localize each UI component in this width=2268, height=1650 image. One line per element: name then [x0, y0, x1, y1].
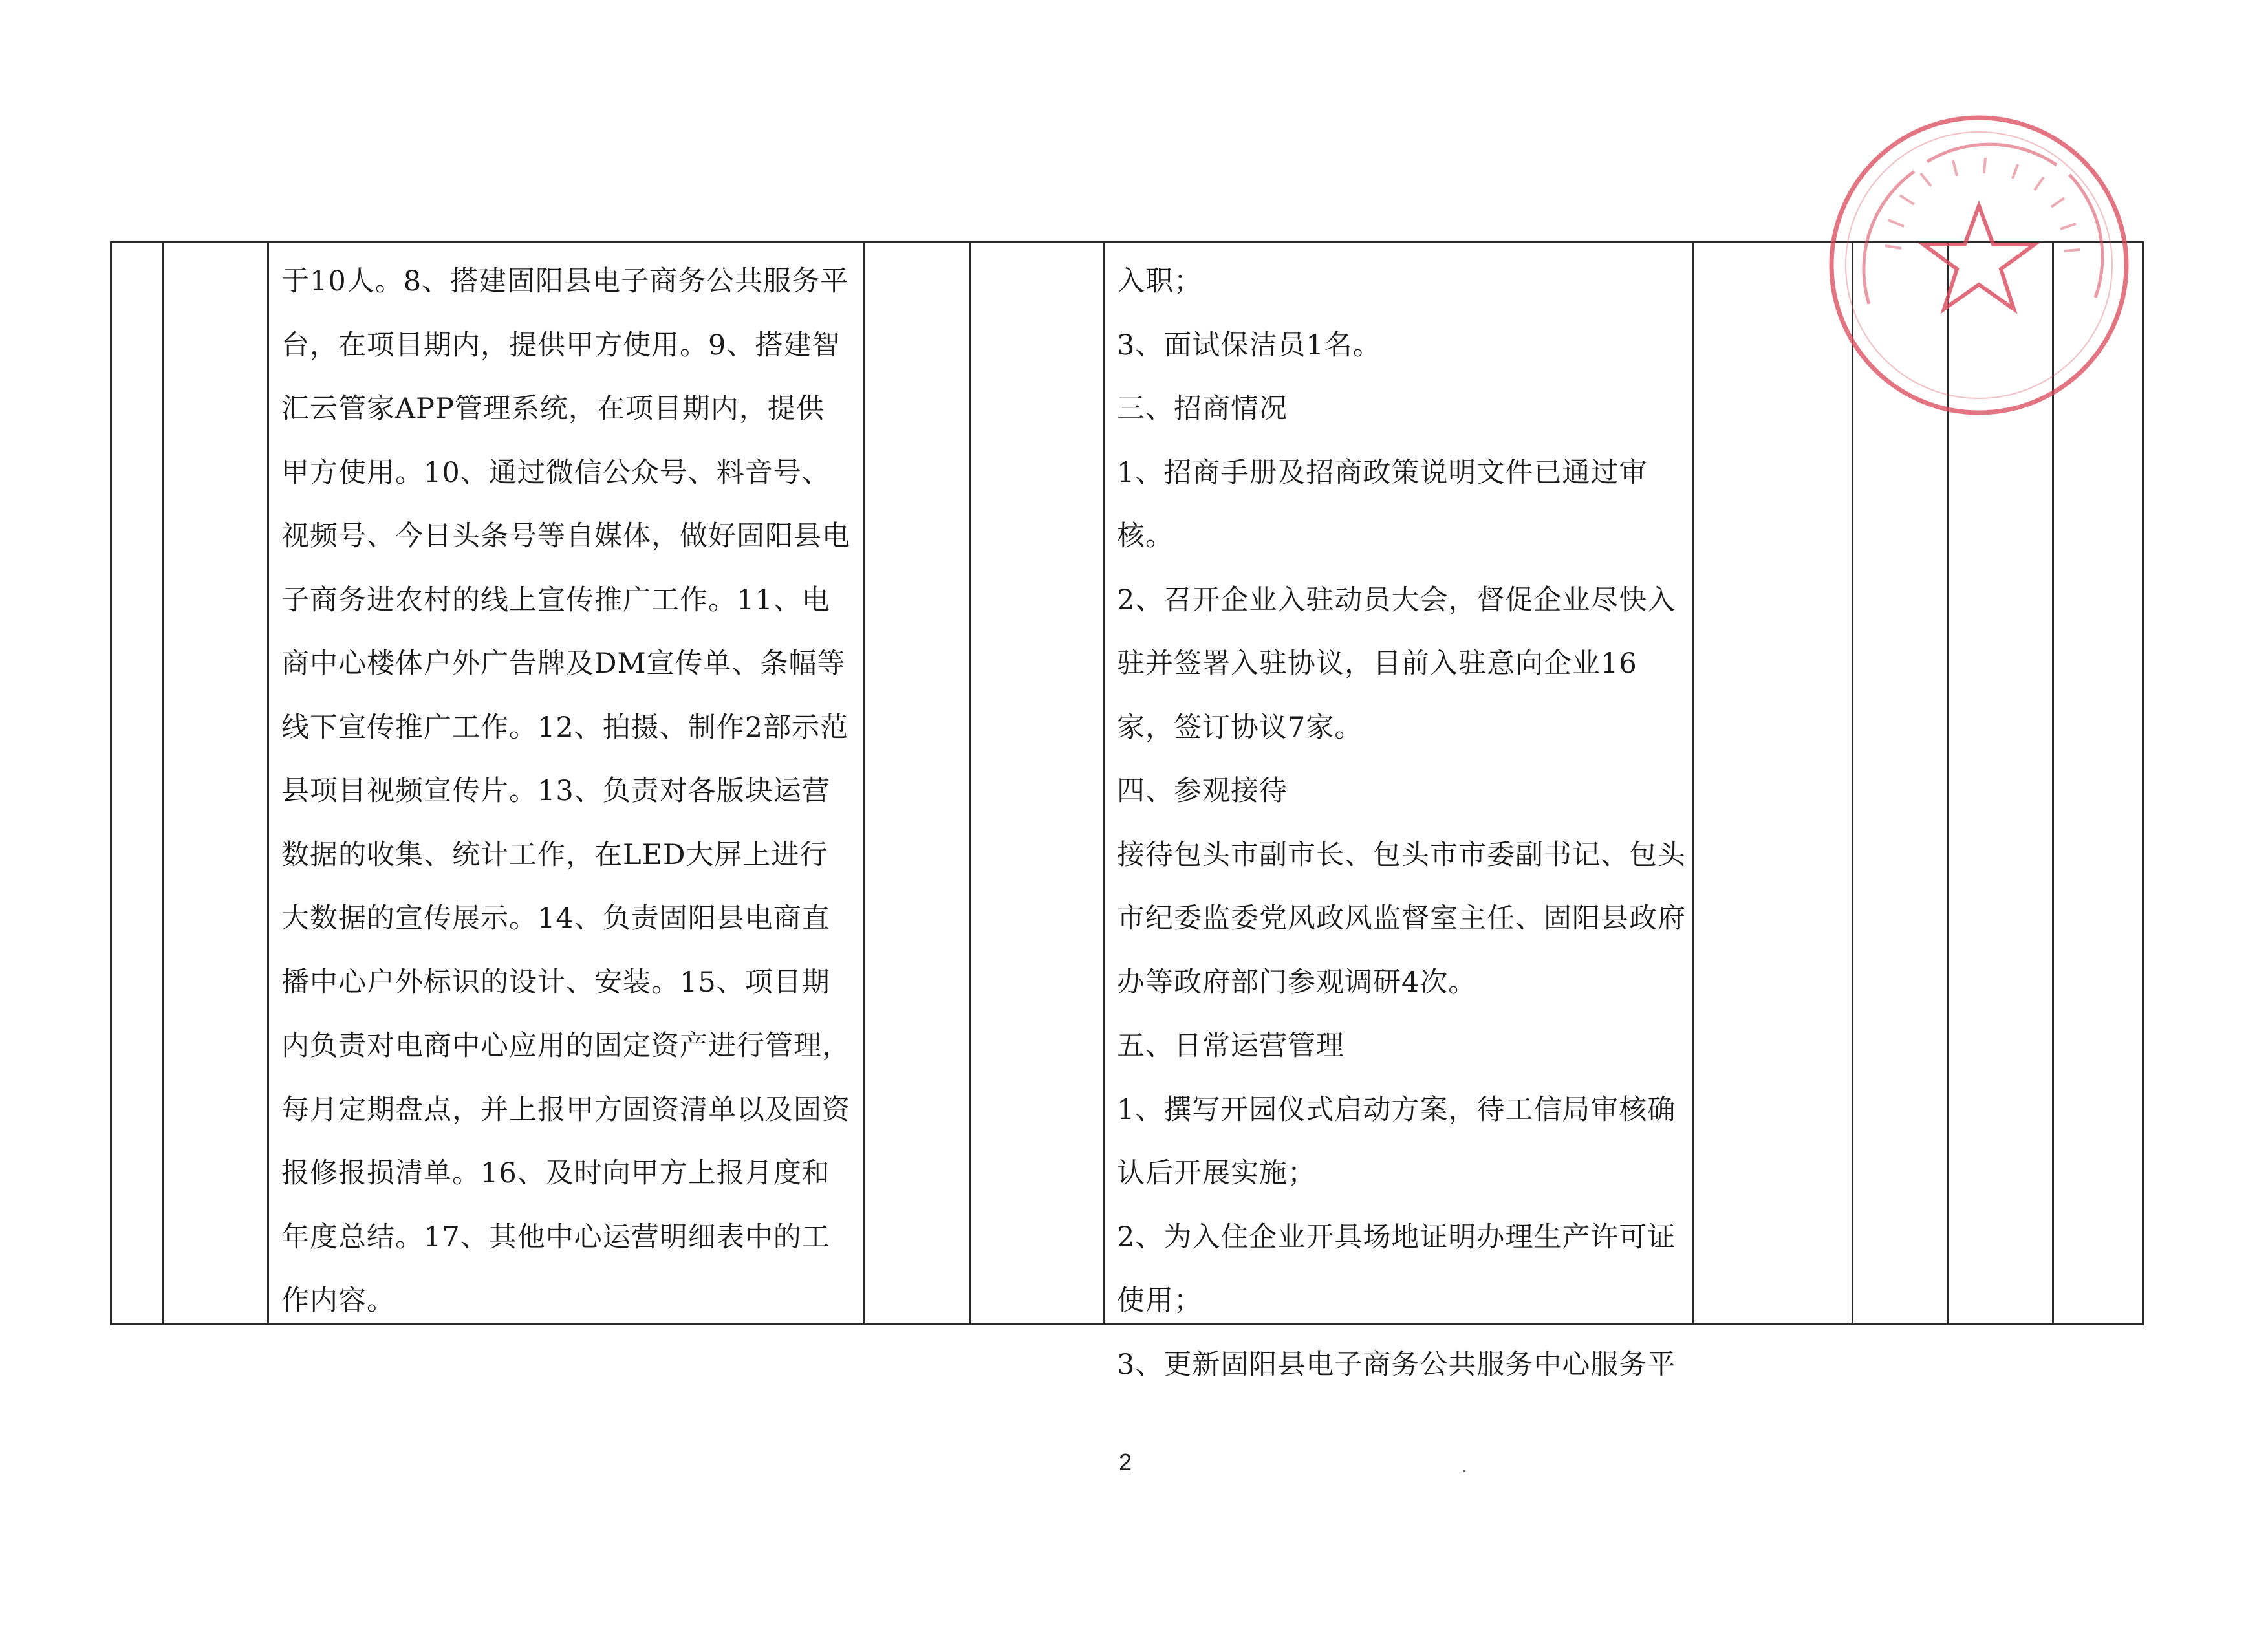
section-heading-operations: 五、日常运营管理: [1117, 1030, 1345, 1062]
column-divider: [162, 243, 164, 1323]
work-content-paragraph: 于10人。8、搭建固阳县电子商务公共服务平台，在项目期内，提供甲方使用。9、搭建智汇云管家APP管理系统，在项目期内，提供甲方使用。10、通过微信公众号、料音号、视频号、今日头条号等自媒体，做好固阳县电子商务进农村的线上宣传推广工作。11、电商中心楼体户外广告牌及DM宣传单、条幅等线下宣传推广工作。12、拍摄、制作2部示范县项目视频宣传片。13、负责对各版块运营数据的收集、统计工作，在LED大屏上进行大数据的宣传展示。14、负责固阳县电商直播中心户外标识的设计、安装。15、项目期内负责对电商中心应用的固定资产进行管理，每月定期盘点，并上报甲方固资清单以及固资报修报损清单。16、及时向甲方上报月度和年度总结。17、其他中心运营明细表中的工作内容。: [281, 265, 850, 1317]
column-divider: [267, 243, 269, 1323]
column-divider: [863, 243, 865, 1323]
column-divider: [1103, 243, 1105, 1323]
work-content-cell: [281, 250, 850, 1333]
progress-cell: [1117, 250, 1686, 1396]
progress-line: 3、更新固阳县电子商务公共服务中心服务平: [1117, 1348, 1676, 1381]
progress-line: 入职；: [1117, 265, 1202, 298]
progress-line: 2、为入住企业开具场地证明办理生产许可证使用；: [1117, 1221, 1676, 1317]
progress-line: 1、撰写开园仪式启动方案，待工信局审核确认后开展实施；: [1117, 1093, 1676, 1189]
star-icon: [1923, 206, 2035, 309]
official-seal: [1824, 110, 2134, 420]
section-heading-investment: 三、招商情况: [1117, 393, 1288, 425]
progress-line: 1、招商手册及招商政策说明文件已通过审核。: [1117, 456, 1648, 552]
stray-mark: .: [1462, 1455, 1467, 1477]
column-divider: [969, 243, 971, 1323]
column-divider: [1692, 243, 1694, 1323]
section-heading-visits: 四、参观接待: [1117, 775, 1288, 807]
progress-line: 接待包头市副市长、包头市市委副书记、包头市纪委监委党风政风监督室主任、固阳县政府办等政府部门参观调研4次。: [1117, 838, 1686, 999]
progress-line: 3、面试保洁员1名。: [1117, 329, 1381, 362]
progress-line: 2、召开企业入驻动员大会，督促企业尽快入驻并签署入驻协议，目前入驻意向企业16家，签订协议7家。: [1117, 583, 1676, 744]
page-number: 2: [1118, 1449, 1132, 1475]
